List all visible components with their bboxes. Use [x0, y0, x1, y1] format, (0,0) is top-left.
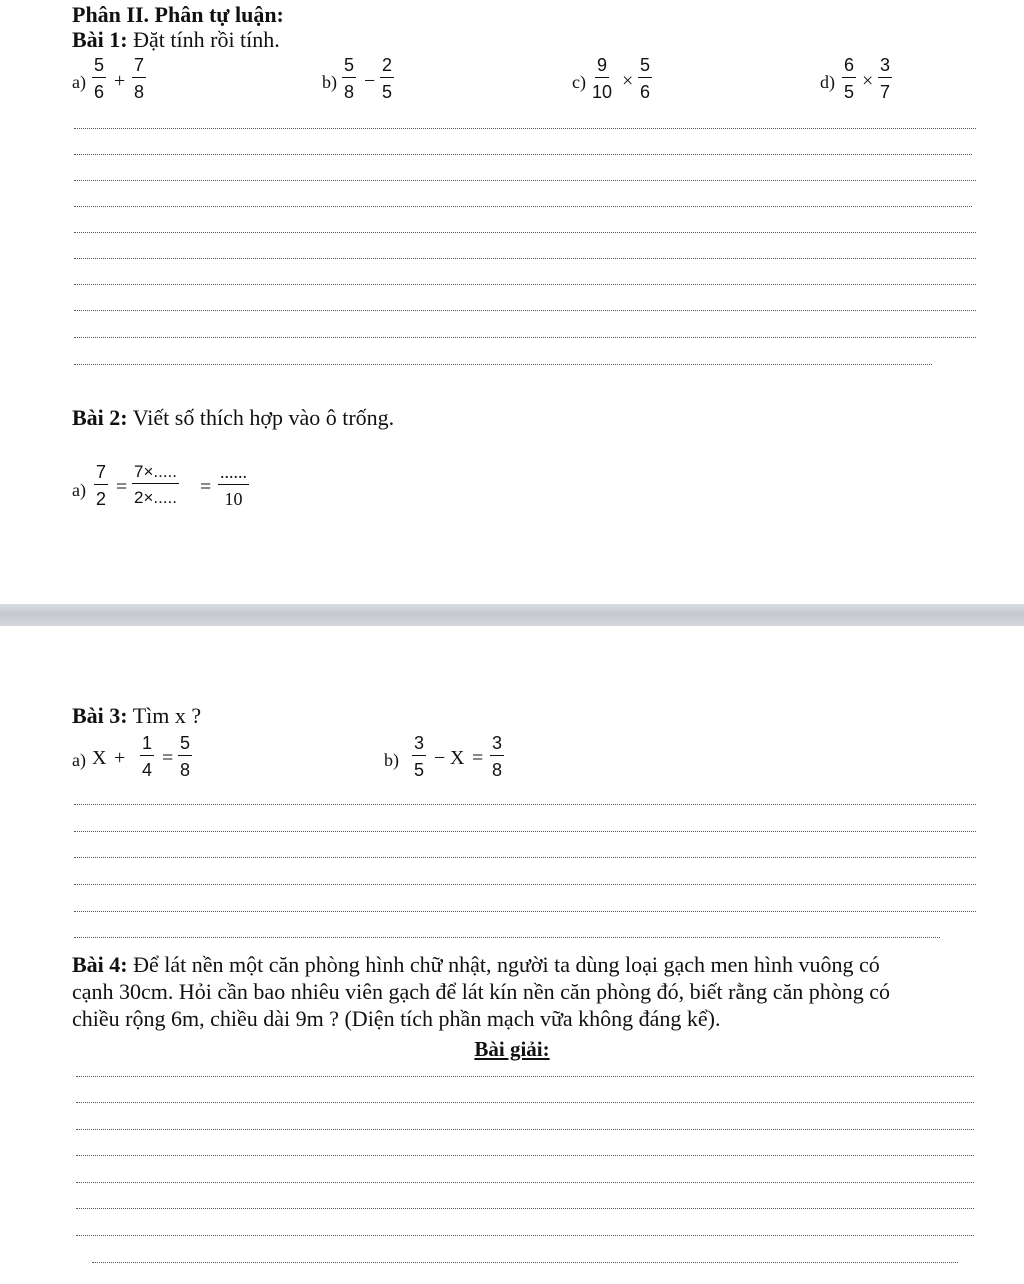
- operator: +: [114, 747, 126, 769]
- denominator: 5: [414, 760, 425, 780]
- item-label: d): [820, 72, 835, 92]
- item-label: c): [572, 72, 586, 92]
- operator: −: [364, 70, 376, 92]
- item-label: a): [72, 480, 86, 500]
- answer-line[interactable]: [76, 1182, 974, 1183]
- numerator: 3: [878, 56, 892, 78]
- item-label: b): [322, 72, 337, 92]
- numerator-blank[interactable]: 7×.....: [132, 463, 179, 484]
- bai3-heading: [72, 703, 201, 729]
- answer-line[interactable]: [74, 180, 976, 181]
- denominator: 6: [94, 82, 105, 102]
- fraction: [140, 734, 154, 779]
- answer-line[interactable]: [74, 128, 976, 129]
- answer-line[interactable]: [76, 1235, 974, 1236]
- answer-line[interactable]: [76, 1155, 974, 1156]
- fraction-blank: [132, 463, 179, 506]
- numerator: 3: [412, 734, 426, 756]
- equals-sign: =: [472, 747, 484, 769]
- denominator: 5: [844, 82, 855, 102]
- operator: ×: [862, 70, 874, 92]
- answer-line[interactable]: [76, 1076, 974, 1077]
- equals-sign: =: [116, 476, 128, 498]
- part-title: Phân II. Phân tự luận:: [72, 2, 284, 27]
- numerator-blank[interactable]: ......: [218, 463, 249, 485]
- numerator: 7: [94, 463, 108, 485]
- answer-line[interactable]: [74, 154, 972, 155]
- numerator: 3: [490, 734, 504, 756]
- answer-line[interactable]: [74, 337, 976, 338]
- denominator: 8: [134, 82, 145, 102]
- numerator: 5: [92, 56, 106, 78]
- answer-line[interactable]: [74, 937, 940, 938]
- bai3-title: Bài 3:: [72, 703, 128, 728]
- fraction: [94, 463, 108, 508]
- operator: +: [114, 70, 126, 92]
- page-break: [0, 604, 1024, 626]
- denominator: 7: [880, 82, 891, 102]
- bai2-title: Bài 2:: [72, 405, 128, 430]
- bai3-instruction: Tìm x ?: [127, 703, 202, 728]
- item-label: a): [72, 72, 86, 92]
- bai4-title: Bài 4:: [72, 952, 128, 977]
- denominator-blank[interactable]: 2×.....: [134, 488, 177, 507]
- bai2-instruction: Viết số thích hợp vào ô trống.: [127, 405, 395, 430]
- fraction: [592, 56, 612, 101]
- fraction: [878, 56, 892, 101]
- answer-line[interactable]: [74, 804, 976, 805]
- fraction: [178, 734, 192, 779]
- fraction: [342, 56, 356, 101]
- bai1-instruction: Đặt tính rồi tính.: [127, 27, 280, 52]
- denominator: 10: [592, 82, 613, 102]
- fraction: [638, 56, 652, 101]
- fraction: [92, 56, 106, 101]
- fraction-blank: [218, 463, 249, 508]
- denominator: 5: [382, 82, 393, 102]
- numerator: 5: [342, 56, 356, 78]
- bai2-heading: [72, 405, 394, 431]
- numerator: 5: [178, 734, 192, 756]
- answer-line[interactable]: [74, 258, 976, 259]
- answer-line[interactable]: [74, 831, 976, 832]
- bai1-title: Bài 1:: [72, 27, 128, 52]
- answer-line[interactable]: [74, 310, 976, 311]
- denominator: 8: [492, 760, 503, 780]
- answer-line[interactable]: [74, 911, 976, 912]
- fraction: [380, 56, 394, 101]
- fraction: [842, 56, 856, 101]
- variable-x: X: [92, 747, 107, 769]
- answer-line[interactable]: [74, 884, 976, 885]
- answer-line[interactable]: [74, 206, 972, 207]
- denominator: 6: [640, 82, 651, 102]
- numerator: 2: [380, 56, 394, 78]
- denominator: 2: [96, 489, 107, 509]
- numerator: 6: [842, 56, 856, 78]
- answer-line[interactable]: [74, 232, 976, 233]
- numerator: 7: [132, 56, 146, 78]
- equals-sign: =: [162, 747, 174, 769]
- item-label: a): [72, 750, 86, 770]
- fraction: [132, 56, 146, 101]
- item-label: b): [384, 750, 399, 770]
- numerator: 5: [638, 56, 652, 78]
- answer-line[interactable]: [76, 1208, 974, 1209]
- answer-line[interactable]: [76, 1129, 974, 1130]
- denominator: 10: [224, 489, 243, 509]
- fraction: [412, 734, 426, 779]
- bai4-line-2: cạnh 30cm. Hỏi cần bao nhiêu viên gạch để lát kín nền căn phòng đó, biết rằng căn phòng có: [72, 979, 891, 1004]
- denominator: 8: [344, 82, 355, 102]
- variable-x: X: [450, 747, 465, 769]
- numerator: 9: [595, 56, 609, 78]
- answer-line[interactable]: [76, 1102, 974, 1103]
- solution-title: Bài giải:: [474, 1037, 550, 1061]
- denominator: 8: [180, 760, 191, 780]
- answer-line[interactable]: [92, 1262, 958, 1263]
- bai4-line-1: [72, 952, 880, 978]
- bai4-line-3: chiều rộng 6m, chiều dài 9m ? (Diện tích phần mạch vữa không đáng kể).: [72, 1006, 721, 1031]
- numerator: 1: [140, 734, 154, 756]
- answer-line[interactable]: [74, 857, 976, 858]
- equals-sign: =: [200, 476, 212, 498]
- bai1-heading: [72, 27, 280, 53]
- operator: −: [434, 747, 446, 769]
- fraction: [490, 734, 504, 779]
- operator: ×: [622, 70, 634, 92]
- answer-line[interactable]: [74, 364, 932, 365]
- answer-line[interactable]: [74, 284, 976, 285]
- bai4-text-1: Để lát nền một căn phòng hình chữ nhật, người ta dùng loại gạch men hình vuông có: [127, 952, 880, 977]
- denominator: 4: [142, 760, 153, 780]
- solution-title-wrap: [0, 1037, 1024, 1062]
